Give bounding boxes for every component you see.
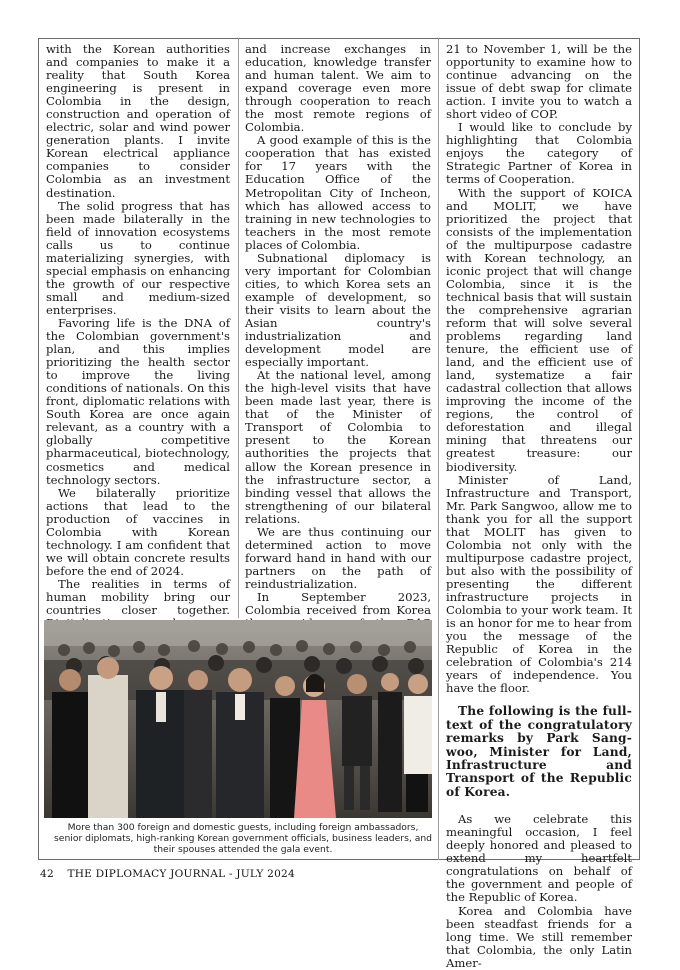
paragraph: In September 2023, Colombia received from Korea: [245, 589, 431, 618]
paragraph: As we celebrate this meaningful occasion, I feel deeply honored and pleased to extend my heartfelt congratulations on behalf of the government and people of the Republic of Korea.: [446, 812, 632, 905]
article-column-3: [446, 43, 632, 970]
paragraph: The realities in terms of human mobility bring our countries closer together.: [46, 576, 230, 618]
crowd-photo-illustration: [44, 620, 432, 818]
paragraph: Subnational diplomacy is very important for Colombian cities, to which Korea sets an example of development, so their visits to learn about the Asian country's industrialization and development model are especially important.: [245, 250, 431, 370]
paragraph: At the national level, among the high-level visits that have been made last year, there is that of the Minister of Transport of Colombia to present to the Korean authorities the projects that allow the Korean presence in the infrastructure sector, a binding vessel that allows the strengthening of our bilateral relations.: [245, 368, 431, 526]
paragraph: We bilaterally prioritize actions that lead to the production of vaccines in Colombia with Korean technology. I am confident that we will obtain concrete results before the end of 2024.: [46, 485, 230, 578]
paragraph: Minister of Land, Infrastructure and Transport, Mr. Park Sangwoo, allow me to thank you for all the support that MOLIT has given to Colombia not only with the multipurpose cadastre project, but also with the possibility of presenting the different infrastructure projects in Colombia to your work team. It is an honor for me to hear from you the message of the Republic of Korea in the celebration of Colombia's 214 years of independence. You have the floor.: [446, 472, 632, 696]
article-column-2: [245, 43, 431, 695]
paragraph: Favoring life is the DNA of the Colombian government's plan, and this implies prioritizing the health sector to improve the living conditions of nationals. On this front, diplomatic relations with South Korea are once again relevant, as a country with a globally competitive pharmaceutical, biotechnology, cosmetics and medical technology sectors.: [46, 315, 230, 487]
column-divider-2: [438, 38, 439, 860]
paragraph: We are thus continuing our determined action to move forward hand in hand with our partners on the path of reindustrialization.: [245, 524, 431, 591]
paragraph: and increase exchanges in education, knowledge transfer and human talent. We aim to expand coverage even more through cooperation to reach the most remote regions of Colombia.: [245, 42, 431, 135]
event-photo: [44, 620, 432, 818]
photo-caption: More than 300 foreign and domestic guests, including foreign ambassadors, senior diplomats, high-ranking Korean government officials, business leaders, and their spouses attended the gala event.: [54, 822, 432, 855]
publication-name: THE DIPLOMACY JOURNAL - JULY 2024: [67, 868, 295, 880]
paragraph: with the Korean authorities and companies to make it a reality that South Korea engineering is present in Colombia in the design, construction and operation of electric, solar and wind power generation plants. I invite Korean electrical appliance companies to consider Colombia as an investment destination.: [46, 42, 230, 200]
paragraph: Korea and Colombia have been steadfast friends for a long time. We still remember that Colombia, the only Latin Amer-: [446, 903, 632, 970]
section-heading: The following is the full-text of the congratulatory remarks by Park Sang-woo, Minister for Land, Infrastructure and Transport of the Republic of Korea.: [446, 704, 632, 799]
paragraph: A good example of this is the cooperation that has existed for 17 years with the Education Office of the Metropolitan City of Incheon, which has allowed access to training in new technologies to teachers in the most remote places of Colombia.: [245, 133, 431, 252]
paragraph: I would like to conclude by highlighting that Colombia enjoys the category of Strategic Partner of Korea in terms of Cooperation.: [446, 120, 632, 187]
paragraph: The solid progress that has been made bilaterally in the field of innovation ecosystems calls us to continue materializing synergies, with special emphasis on enhancing the growth of our respective small and medium-sized enterprises.: [46, 198, 230, 317]
paragraph: With the support of KOICA and MOLIT, we have prioritized the project that consists of the implementation of the multipurpose cadastre with Korean technology, an iconic project that will change Colombia, since it is the technical basis that will sustain the comprehensive agrarian reform that will solve several problems regarding land tenure, the efficient use of land, and the efficient use of land, systematize a fair cadastral collection that allows improving the income of the regions, the control of deforestation and illegal mining that threatens our greatest treasure: our biodiversity.: [446, 185, 632, 474]
page-footer: [40, 868, 295, 880]
column-divider-1: [238, 38, 239, 618]
page-number: 42: [40, 868, 54, 880]
paragraph: 21 to November 1, will be the opportunity to examine how to continue advancing on the issue of debt swap for climate action. I invite you to watch a short video of COP.: [446, 42, 632, 122]
